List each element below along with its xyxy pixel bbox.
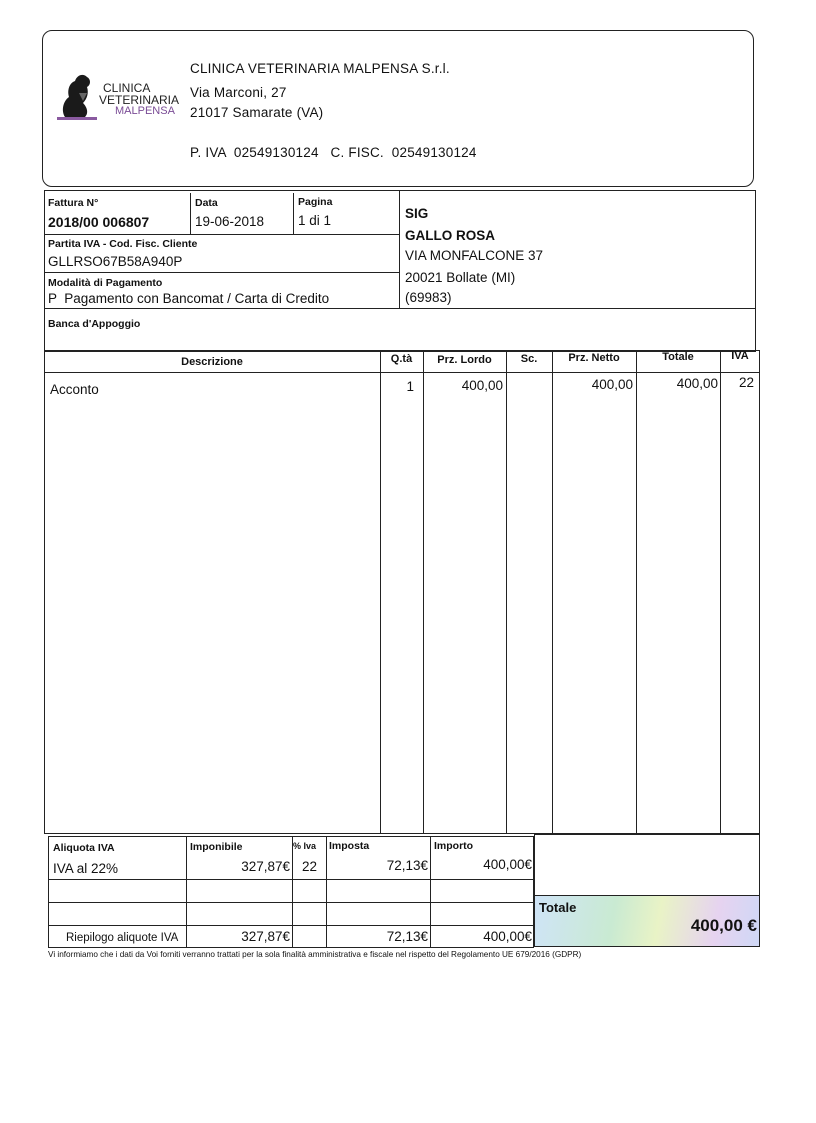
vat-tax-header: Imposta bbox=[329, 840, 370, 852]
recipient-title: SIG bbox=[405, 206, 429, 221]
bank-label: Banca d'Appoggio bbox=[48, 318, 141, 330]
logo-line-1: CLINICA bbox=[103, 81, 151, 95]
invoice-page: 1 di 1 bbox=[298, 213, 332, 228]
item-net-price: 400,00 bbox=[591, 377, 633, 392]
totals-side-box bbox=[534, 834, 760, 896]
vat-rate-header: Aliquota IVA bbox=[53, 842, 115, 854]
grand-total-box bbox=[534, 895, 760, 947]
items-table bbox=[44, 350, 760, 834]
company-logo bbox=[57, 71, 187, 123]
col-net-price: Prz. Netto bbox=[568, 352, 620, 364]
col-total: Totale bbox=[662, 351, 694, 363]
vat-tax-value: 72,13€ bbox=[386, 858, 428, 873]
recipient-street: VIA MONFALCONE 37 bbox=[405, 248, 544, 263]
payment-method: P Pagamento con Bancomat / Carta di Credito bbox=[48, 291, 330, 306]
company-name: CLINICA VETERINARIA MALPENSA S.r.l. bbox=[190, 61, 450, 76]
vat-rate-value: IVA al 22% bbox=[53, 861, 119, 876]
item-qty: 1 bbox=[406, 379, 414, 394]
item-vat: 22 bbox=[738, 375, 754, 390]
invoice-date: 19-06-2018 bbox=[195, 214, 265, 229]
vat-amount-value: 400,00€ bbox=[483, 857, 532, 872]
vat-recap-amount: 400,00€ bbox=[483, 929, 532, 944]
payment-label: Modalità di Pagamento bbox=[48, 277, 163, 289]
item-gross-price: 400,00 bbox=[461, 378, 503, 393]
col-discount: Sc. bbox=[520, 353, 538, 365]
vat-recap-label: Riepilogo aliquote IVA bbox=[66, 932, 179, 944]
client-tax-code: GLLRSO67B58A940P bbox=[48, 254, 183, 269]
vat-taxable-value: 327,87€ bbox=[241, 859, 290, 874]
invoice-number-label: Fattura N° bbox=[48, 197, 99, 209]
item-total: 400,00 bbox=[676, 376, 718, 391]
col-description: Descrizione bbox=[181, 356, 243, 368]
vat-amount-header: Importo bbox=[434, 840, 474, 852]
dog-silhouette-icon bbox=[57, 71, 97, 121]
vat-taxable-header: Imponibile bbox=[190, 841, 243, 853]
grand-total-value: 400,00 € bbox=[690, 916, 757, 935]
client-tax-label: Partita IVA - Cod. Fisc. Cliente bbox=[48, 238, 198, 250]
col-qty: Q.tà bbox=[390, 353, 413, 365]
recipient-code: (69983) bbox=[405, 290, 452, 305]
company-city: 21017 Samarate (VA) bbox=[190, 105, 324, 120]
invoice-date-label: Data bbox=[195, 197, 218, 209]
company-address: Via Marconi, 27 bbox=[190, 85, 287, 100]
logo-line-3: MALPENSA bbox=[115, 105, 175, 117]
vat-recap-tax: 72,13€ bbox=[386, 929, 428, 944]
item-description: Acconto bbox=[50, 382, 99, 397]
vat-pct-header: % Iva bbox=[293, 841, 317, 851]
invoice-page-label: Pagina bbox=[298, 196, 333, 208]
recipient-city: 20021 Bollate (MI) bbox=[405, 270, 516, 285]
col-gross-price: Prz. Lordo bbox=[437, 354, 492, 366]
privacy-notice: Vi informiamo che i dati da Voi forniti verranno trattati per la sola finalità amministrativa e fiscale nel rispetto del Regolamento UE 679/2016 (GDPR) bbox=[48, 950, 582, 959]
col-vat: IVA bbox=[731, 350, 749, 362]
vat-recap-taxable: 327,87€ bbox=[241, 929, 290, 944]
grand-total-label: Totale bbox=[539, 900, 577, 915]
invoice-number: 2018/00 006807 bbox=[48, 214, 150, 230]
company-tax-line: P. IVA 02549130124 C. FISC. 02549130124 bbox=[190, 145, 477, 160]
recipient-name: GALLO ROSA bbox=[405, 228, 495, 243]
company-header bbox=[42, 30, 754, 187]
logo-line-2: VETERINARIA bbox=[99, 93, 180, 107]
vat-pct-value: 22 bbox=[302, 859, 318, 874]
invoice-meta-box bbox=[44, 190, 756, 352]
